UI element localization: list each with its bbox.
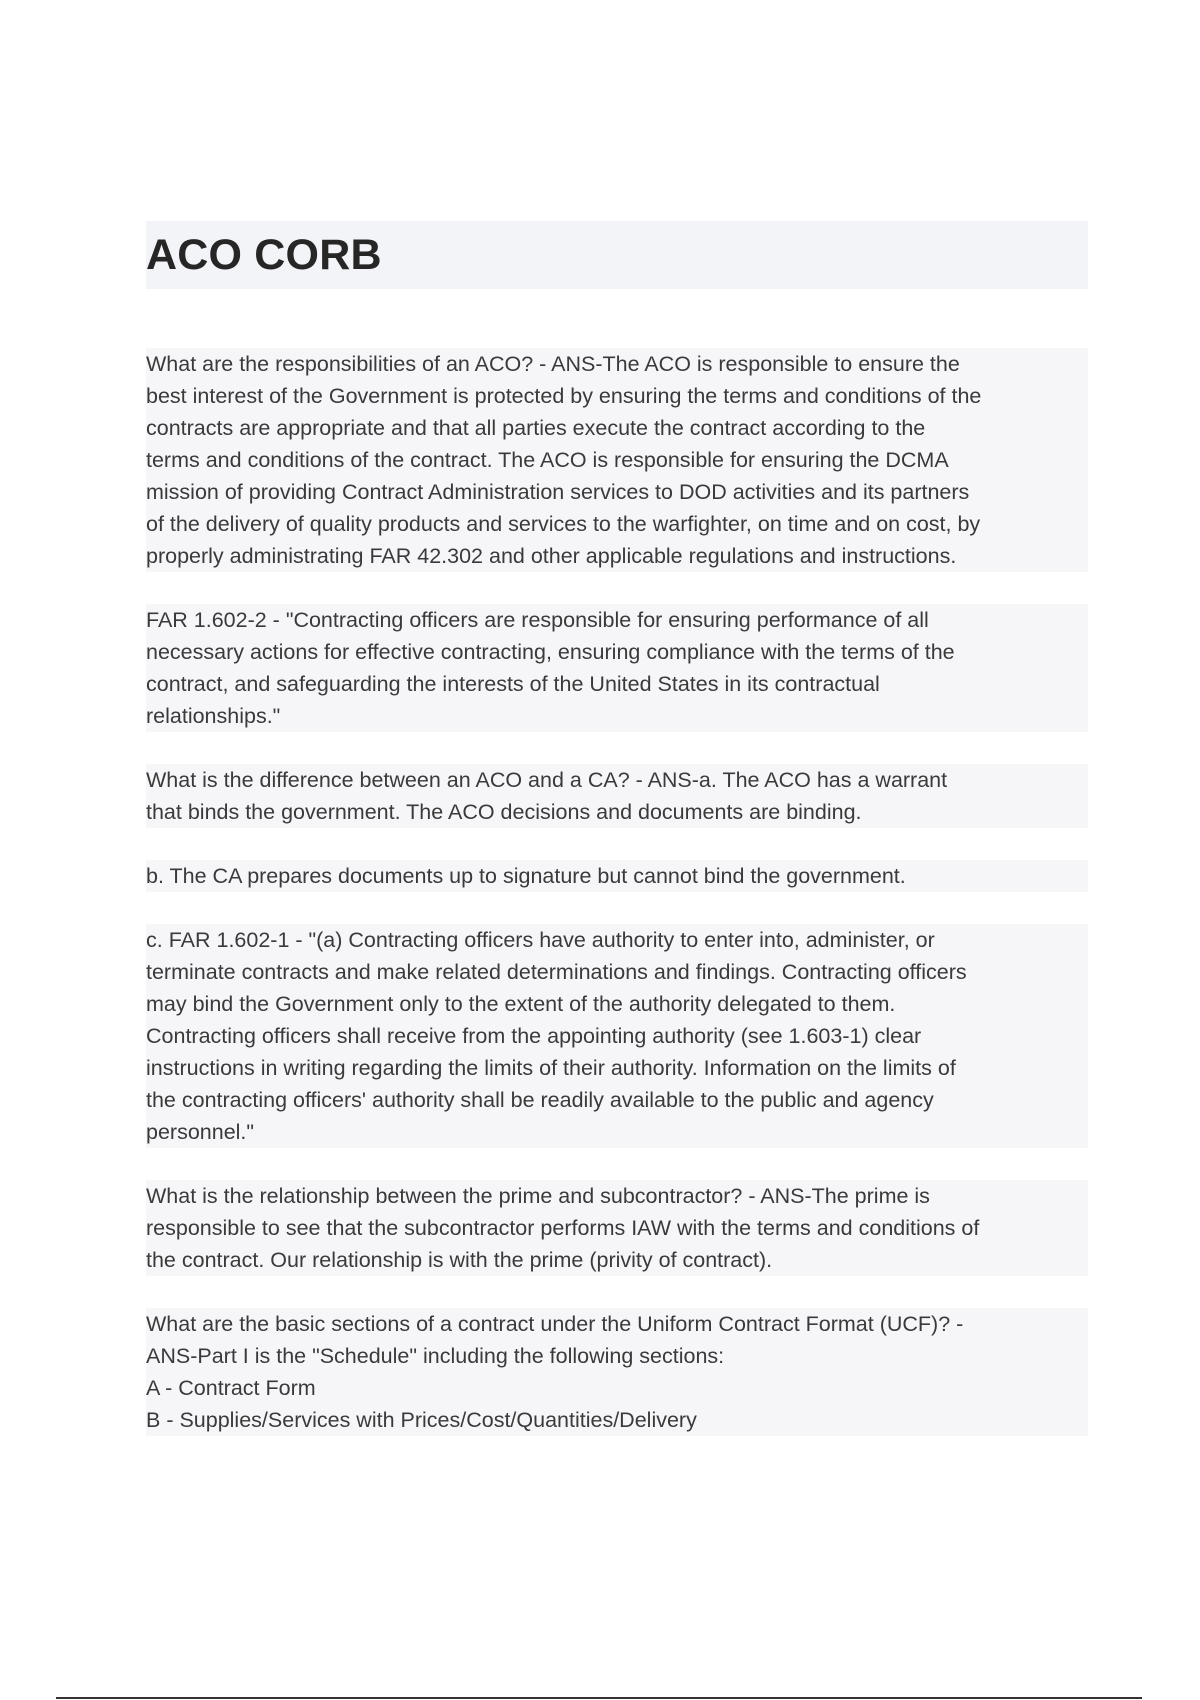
paragraph-ca-signature: b. The CA prepares documents up to signature but cannot bind the government. [146,860,1088,892]
paragraph-ucf-sections: What are the basic sections of a contract under the Uniform Contract Format (UCF)? - ANS-Part I is the "Schedule" including the following sections: A - Contract Form B - Supplies/Services with Prices/Cost/Quantities/Delivery [146,1308,1088,1436]
paragraph-far-1-602-1: c. FAR 1.602-1 - "(a) Contracting officers have authority to enter into, administer, or terminate contracts and make related determinations and findings. Contracting officers may bind the Government only to the extent of the authority delegated to them. Contracting officers shall receive from the appointing authority (see 1.603-1) clear instructions in writing regarding the limits of their authority. Information on the limits of the contracting officers' authority shall be readily available to the public and agency personnel." [146,924,1088,1148]
paragraph-prime-subcontractor: What is the relationship between the prime and subcontractor? - ANS-The prime is responsible to see that the subcontractor performs IAW with the terms and conditions of the contract. Our relationship is with the prime (privity of contract). [146,1180,1088,1276]
footer-divider [56,1697,1142,1699]
paragraph-aco-responsibilities: What are the responsibilities of an ACO? - ANS-The ACO is responsible to ensure the best interest of the Government is protected by ensuring the terms and conditions of the contracts are appropriate and that all parties execute the contract according to the terms and conditions of the contract. The ACO is responsible for ensuring the DCMA mission of providing Contract Administration services to DOD activities and its partners of the delivery of quality products and services to the warfighter, on time and on cost, by properly administrating FAR 42.302 and other applicable regulations and instructions. [146,348,1088,572]
document-title: ACO CORB [146,231,382,279]
document-body [146,348,1088,1436]
paragraph-far-1-602-2: FAR 1.602-2 - "Contracting officers are responsible for ensuring performance of all necessary actions for effective contracting, ensuring compliance with the terms of the contract, and safeguarding the interests of the United States in its contractual relationships." [146,604,1088,732]
paragraph-aco-vs-ca: What is the difference between an ACO and a CA? - ANS-a. The ACO has a warrant that binds the government. The ACO decisions and documents are binding. [146,764,1088,828]
